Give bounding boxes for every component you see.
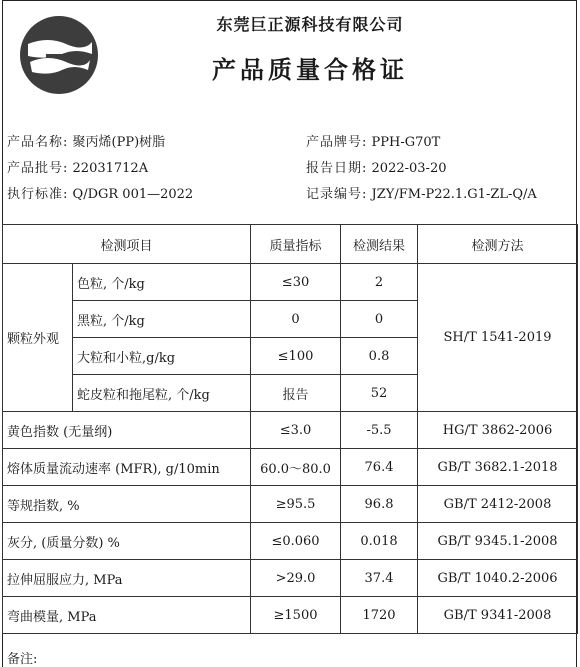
header-method: 检测方法 xyxy=(418,225,578,264)
batch-value: 22031712A xyxy=(72,161,149,176)
grade-row xyxy=(306,131,440,150)
row-method: GB/T 9345.1-2008 xyxy=(418,523,578,560)
record-label: 记录编号: xyxy=(306,187,368,202)
table-row xyxy=(3,560,578,597)
company-name: 东莞巨正源科技有限公司 xyxy=(216,15,404,34)
row-item: 熔体质量流动速率 (MFR), g/10min xyxy=(3,449,251,486)
row-item: 黑粒, 个/kg xyxy=(73,301,251,338)
standard-row xyxy=(7,183,193,202)
table-row xyxy=(3,523,578,560)
row-spec: ≥95.5 xyxy=(251,486,341,523)
header-item: 检测项目 xyxy=(3,225,251,264)
product-name-value: 聚丙烯(PP)树脂 xyxy=(72,135,166,150)
row-item: 灰分, (质量分数) % xyxy=(3,523,251,560)
row-item: 弯曲模量, MPa xyxy=(3,597,251,634)
company-logo xyxy=(18,14,100,96)
header-spec: 质量指标 xyxy=(251,225,341,264)
batch-row xyxy=(7,157,148,176)
row-item: 黄色指数 (无量纲) xyxy=(3,412,251,449)
row-spec: ≥1500 xyxy=(251,597,341,634)
row-result: 2 xyxy=(341,264,418,301)
row-spec: ≤0.060 xyxy=(251,523,341,560)
report-date-value: 2022-03-20 xyxy=(371,161,447,176)
table-row xyxy=(3,597,578,634)
grade-label: 产品牌号: xyxy=(306,135,368,150)
batch-label: 产品批号: xyxy=(7,161,69,176)
row-spec: 0 xyxy=(251,301,341,338)
row-item: 等规指数, % xyxy=(3,486,251,523)
header-result: 检测结果 xyxy=(341,225,418,264)
record-row xyxy=(306,183,537,202)
row-method: GB/T 1040.2-2006 xyxy=(418,560,578,597)
row-spec: 60.0～80.0 xyxy=(251,449,341,486)
pellet-group-label: 颗粒外观 xyxy=(3,264,73,412)
row-item: 拉伸屈服应力, MPa xyxy=(3,560,251,597)
row-result: 96.8 xyxy=(341,486,418,523)
row-spec: ≤100 xyxy=(251,338,341,375)
row-result: -5.5 xyxy=(341,412,418,449)
row-result: 0 xyxy=(341,301,418,338)
row-item: 色粒, 个/kg xyxy=(73,264,251,301)
table-row xyxy=(3,449,578,486)
table-row xyxy=(3,412,578,449)
row-spec: ≤3.0 xyxy=(251,412,341,449)
product-name-label: 产品名称: xyxy=(7,135,69,150)
record-value: JZY/FM-P22.1.G1-ZL-Q/A xyxy=(371,187,537,202)
report-date-label: 报告日期: xyxy=(306,161,368,176)
row-result: 1720 xyxy=(341,597,418,634)
product-name-row xyxy=(7,131,165,150)
standard-value: Q/DGR 001—2022 xyxy=(72,187,194,202)
row-method: HG/T 3862-2006 xyxy=(418,412,578,449)
notes-label: 备注: xyxy=(7,652,38,667)
grade-value: PPH-G70T xyxy=(371,135,441,150)
row-result: 0.8 xyxy=(341,338,418,375)
row-spec: 报告 xyxy=(251,375,341,412)
quality-table xyxy=(2,224,578,634)
table-row xyxy=(3,264,578,301)
row-method: GB/T 3682.1-2018 xyxy=(418,449,578,486)
row-item: 大粒和小粒,g/kg xyxy=(73,338,251,375)
row-result: 52 xyxy=(341,375,418,412)
standard-label: 执行标准: xyxy=(7,187,69,202)
row-spec: ≤30 xyxy=(251,264,341,301)
row-method: GB/T 2412-2008 xyxy=(418,486,578,523)
row-spec: >29.0 xyxy=(251,560,341,597)
row-result: 37.4 xyxy=(341,560,418,597)
row-item: 蛇皮粒和拖尾粒, 个/kg xyxy=(73,375,251,412)
row-result: 76.4 xyxy=(341,449,418,486)
pellet-method: SH/T 1541-2019 xyxy=(418,264,578,412)
table-header-row xyxy=(3,225,578,264)
table-row xyxy=(3,486,578,523)
certificate-title: 产品质量合格证 xyxy=(212,55,408,84)
row-method: GB/T 9341-2008 xyxy=(418,597,578,634)
row-result: 0.018 xyxy=(341,523,418,560)
report-date-row xyxy=(306,157,446,176)
